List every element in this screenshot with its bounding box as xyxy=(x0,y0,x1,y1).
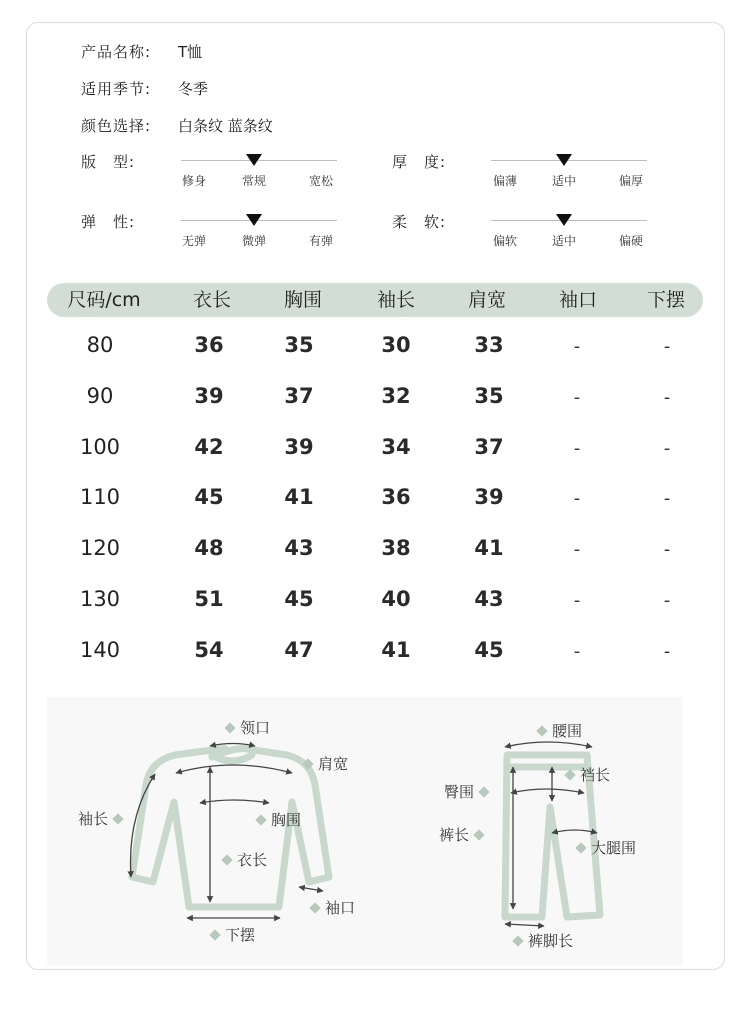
header-chest: 胸围 xyxy=(283,289,323,311)
elasticity-scale xyxy=(181,212,337,252)
season-value: 冬季 xyxy=(178,80,209,98)
label-waist: 腰围 xyxy=(532,720,582,741)
diamond-icon xyxy=(255,814,266,825)
color-row xyxy=(81,115,273,136)
measure-cell: 54 xyxy=(194,637,224,662)
label-sleeve-length: 袖长 xyxy=(78,808,128,829)
softness-scale-label: 柔 软: xyxy=(392,213,447,231)
diamond-icon xyxy=(309,902,320,913)
measure-cell: 36 xyxy=(194,333,224,357)
thickness-scale-marker xyxy=(556,154,572,166)
measure-cell: - xyxy=(663,386,671,408)
measure-cell: 36 xyxy=(381,485,411,510)
label-collar: 领口 xyxy=(220,717,270,738)
measure-cell: 39 xyxy=(474,485,504,510)
measure-cell: 41 xyxy=(284,485,314,510)
measure-cell: 40 xyxy=(381,587,411,611)
fit-scale xyxy=(181,152,337,192)
measure-cell: - xyxy=(573,539,581,561)
measure-cell: - xyxy=(663,336,671,357)
measurement-diagram xyxy=(47,697,683,965)
measure-cell: 37 xyxy=(284,383,314,408)
size-cell: 90 xyxy=(86,383,114,408)
diamond-icon xyxy=(536,725,547,736)
label-shoulder: 肩宽 xyxy=(298,753,348,774)
label-chest: 胸围 xyxy=(251,809,301,830)
measure-cell: - xyxy=(663,539,671,561)
elasticity-scale-marker xyxy=(246,214,262,226)
thickness-option: 适中 xyxy=(552,174,577,188)
measure-cell: - xyxy=(573,590,581,611)
thickness-scale xyxy=(491,152,647,192)
diamond-icon xyxy=(224,722,235,733)
fit-option: 宽松 xyxy=(309,174,334,188)
measure-cell: 35 xyxy=(474,383,504,408)
diamond-icon xyxy=(478,786,489,797)
size-table-header xyxy=(47,283,703,317)
diamond-icon xyxy=(512,935,523,946)
thickness-scale-label: 厚 度: xyxy=(392,153,447,171)
header-shoulder: 肩宽 xyxy=(467,289,507,311)
measure-cell: 37 xyxy=(474,434,504,459)
measure-cell: 51 xyxy=(194,587,224,611)
measure-cell: 41 xyxy=(474,536,504,561)
measure-cell: - xyxy=(663,488,671,510)
size-cell: 140 xyxy=(79,637,121,662)
measure-cell: 35 xyxy=(284,333,314,357)
header-cuff: 袖口 xyxy=(558,289,598,311)
measure-cell: 45 xyxy=(194,485,224,510)
color-value: 白条纹 蓝条纹 xyxy=(178,117,273,135)
season-label: 适用季节: xyxy=(81,80,152,98)
size-cell: 130 xyxy=(79,587,121,611)
measure-cell: 34 xyxy=(381,434,411,459)
fit-option: 修身 xyxy=(182,174,207,188)
diamond-icon xyxy=(221,854,232,865)
measure-cell: 43 xyxy=(474,587,504,611)
diamond-icon xyxy=(575,842,586,853)
label-leg-opening: 裤脚长 xyxy=(508,930,573,951)
measure-cell: 38 xyxy=(381,536,411,561)
label-cuff: 袖口 xyxy=(305,897,355,918)
measure-cell: 43 xyxy=(284,536,314,561)
measure-cell: - xyxy=(573,386,581,408)
label-crotch: 裆长 xyxy=(560,764,610,785)
measure-cell: 39 xyxy=(284,434,314,459)
fit-scale-label: 版 型: xyxy=(81,153,136,171)
softness-option: 偏软 xyxy=(493,234,518,248)
thickness-option: 偏薄 xyxy=(493,174,518,188)
size-cell: 80 xyxy=(86,333,114,357)
garment-illustration xyxy=(47,697,683,965)
fit-scale-marker xyxy=(246,154,262,166)
diamond-icon xyxy=(564,769,575,780)
elasticity-option: 无弹 xyxy=(182,234,207,248)
measure-cell: 45 xyxy=(474,637,504,662)
measure-cell: 47 xyxy=(284,637,314,662)
color-label: 颜色选择: xyxy=(81,117,152,135)
product-name-row xyxy=(81,41,202,62)
softness-scale-marker xyxy=(556,214,572,226)
thickness-option: 偏厚 xyxy=(619,174,644,188)
diamond-icon xyxy=(112,813,123,824)
measure-cell: 48 xyxy=(194,536,224,561)
softness-option: 偏硬 xyxy=(619,234,644,248)
measure-cell: - xyxy=(573,640,581,662)
measure-cell: - xyxy=(573,488,581,510)
size-cell: 120 xyxy=(79,536,121,561)
measure-cell: 30 xyxy=(381,333,411,357)
measure-cell: - xyxy=(663,590,671,611)
fit-option: 常规 xyxy=(242,174,267,188)
size-cell: 110 xyxy=(79,485,121,510)
measure-cell: 41 xyxy=(381,637,411,662)
softness-scale xyxy=(491,212,647,252)
label-body-length: 衣长 xyxy=(217,849,267,870)
label-thigh: 大腿围 xyxy=(571,837,636,858)
size-cell: 100 xyxy=(79,434,121,459)
label-hip: 臀围 xyxy=(444,781,494,802)
diamond-icon xyxy=(302,758,313,769)
elasticity-option: 微弹 xyxy=(242,234,267,248)
measure-cell: - xyxy=(663,640,671,662)
header-sleeve: 袖长 xyxy=(376,289,416,311)
product-name-label: 产品名称: xyxy=(81,43,152,61)
measure-cell: - xyxy=(573,336,581,357)
measure-cell: 32 xyxy=(381,383,411,408)
header-size: 尺码/cm xyxy=(67,289,141,311)
measure-cell: 33 xyxy=(474,333,504,357)
elasticity-option: 有弹 xyxy=(309,234,334,248)
shirt-measure-lines xyxy=(131,744,324,919)
measure-cell: - xyxy=(663,437,671,459)
measure-cell: - xyxy=(573,437,581,459)
softness-option: 适中 xyxy=(552,234,577,248)
product-name-value: T恤 xyxy=(178,43,203,61)
measure-cell: 42 xyxy=(194,434,224,459)
measure-cell: 39 xyxy=(194,383,224,408)
label-hem: 下摆 xyxy=(205,924,255,945)
header-hem: 下摆 xyxy=(646,289,686,311)
diamond-icon xyxy=(209,929,220,940)
label-pants-length: 裤长 xyxy=(439,824,489,845)
measure-cell: 45 xyxy=(284,587,314,611)
diamond-icon xyxy=(473,829,484,840)
season-row xyxy=(81,78,208,99)
header-length: 衣长 xyxy=(192,289,232,311)
elasticity-scale-label: 弹 性: xyxy=(81,213,136,231)
